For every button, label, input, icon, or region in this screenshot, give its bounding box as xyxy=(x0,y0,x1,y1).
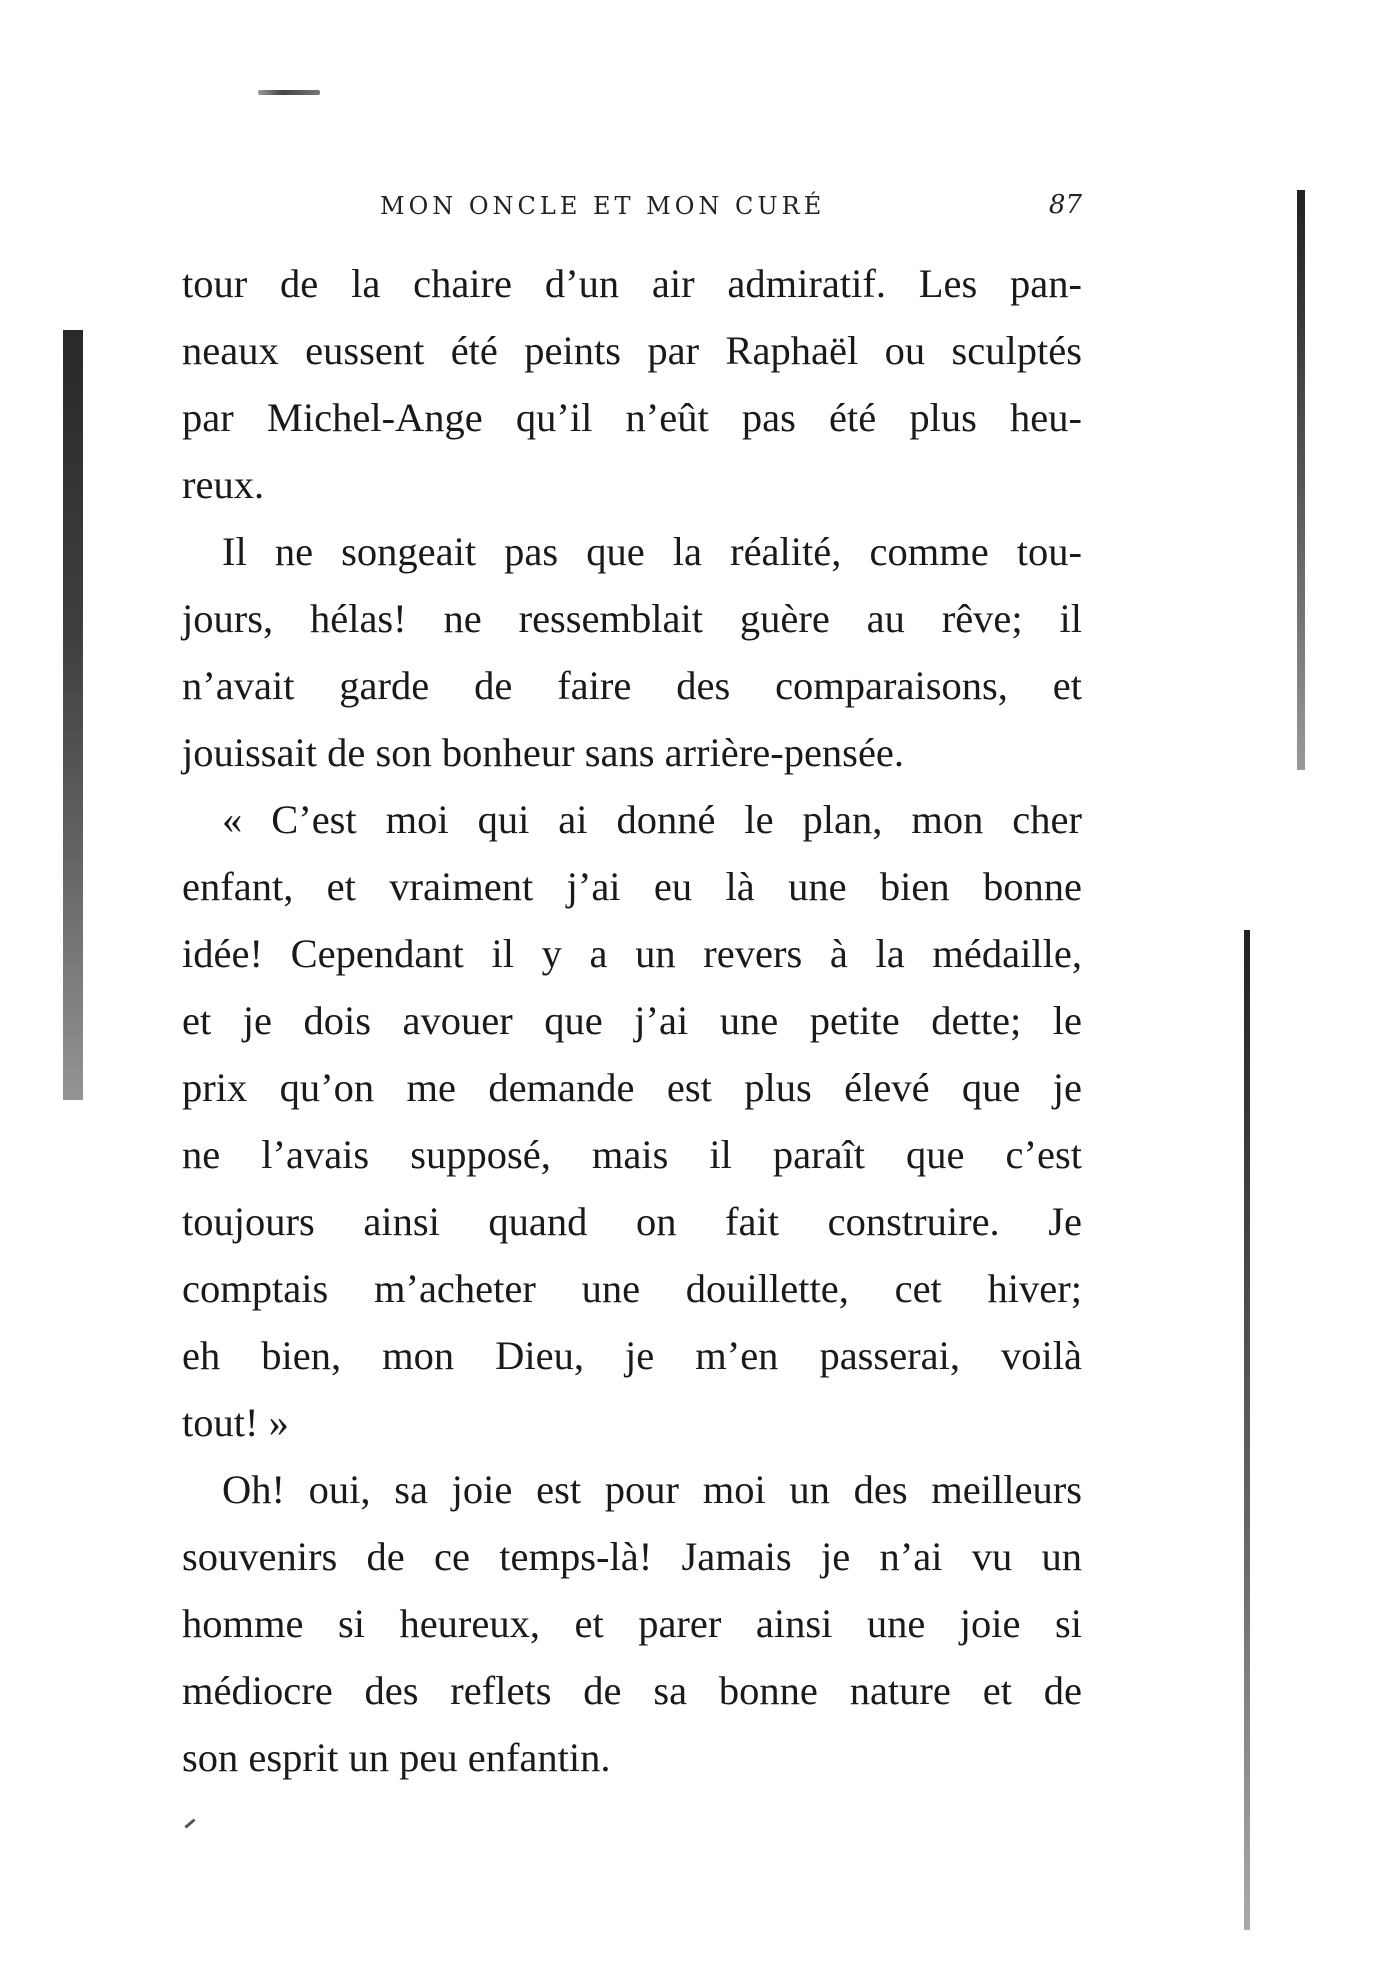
scan-edge-right-top xyxy=(1297,190,1305,770)
page-header xyxy=(182,192,1082,232)
ink-mark xyxy=(184,1818,195,1828)
text-line: tout! » xyxy=(182,1400,289,1445)
text-line: jours, hélas! ne ressemblait guère au rêve; il xyxy=(182,596,1082,641)
text-line: médiocre des reflets de sa bonne nature et de xyxy=(182,1668,1082,1713)
text-line: son esprit un peu enfantin. xyxy=(182,1735,611,1780)
page-number: 87 xyxy=(1048,190,1082,220)
text-line: jouissait de son bonheur sans arrière-pensée. xyxy=(182,730,905,775)
text-line: comptais m’acheter une douillette, cet hiver; xyxy=(182,1266,1082,1311)
scan-artifact-top xyxy=(258,90,320,95)
text-line: par Michel-Ange qu’il n’eût pas été plus heu- xyxy=(182,395,1082,440)
text-line: « C’est moi qui ai donné le plan, mon cher xyxy=(222,797,1082,842)
text-line: Il ne songeait pas que la réalité, comme tou- xyxy=(222,529,1082,574)
paragraph-2 xyxy=(182,518,1082,786)
paragraph-4 xyxy=(182,1456,1082,1791)
text-line: eh bien, mon Dieu, je m’en passerai, voilà xyxy=(182,1333,1082,1378)
paragraph-1 xyxy=(182,250,1082,518)
text-line: toujours ainsi quand on fait construire. Je xyxy=(182,1199,1082,1244)
text-line: reux. xyxy=(182,462,265,507)
text-line: neaux eussent été peints par Raphaël ou sculptés xyxy=(182,328,1082,373)
running-title: MON ONCLE ET MON CURÉ xyxy=(380,192,826,220)
text-line: tour de la chaire d’un air admiratif. Les pan- xyxy=(182,261,1082,306)
text-line: n’avait garde de faire des comparaisons, et xyxy=(182,663,1082,708)
text-line: homme si heureux, et parer ainsi une joie si xyxy=(182,1601,1082,1646)
paragraph-3 xyxy=(182,786,1082,1456)
text-line: souvenirs de ce temps-là! Jamais je n’ai vu un xyxy=(182,1534,1082,1579)
text-line: et je dois avouer que j’ai une petite dette; le xyxy=(182,998,1082,1043)
text-line: ne l’avais supposé, mais il paraît que c’est xyxy=(182,1132,1082,1177)
scan-shadow-left xyxy=(63,330,83,1100)
scan-edge-right-bottom xyxy=(1244,930,1250,1930)
text-line: Oh! oui, sa joie est pour moi un des meilleurs xyxy=(222,1467,1082,1512)
body-text xyxy=(182,250,1082,1791)
text-line: enfant, et vraiment j’ai eu là une bien bonne xyxy=(182,864,1082,909)
text-line: prix qu’on me demande est plus élevé que je xyxy=(182,1065,1082,1110)
text-line: idée! Cependant il y a un revers à la médaille, xyxy=(182,931,1082,976)
